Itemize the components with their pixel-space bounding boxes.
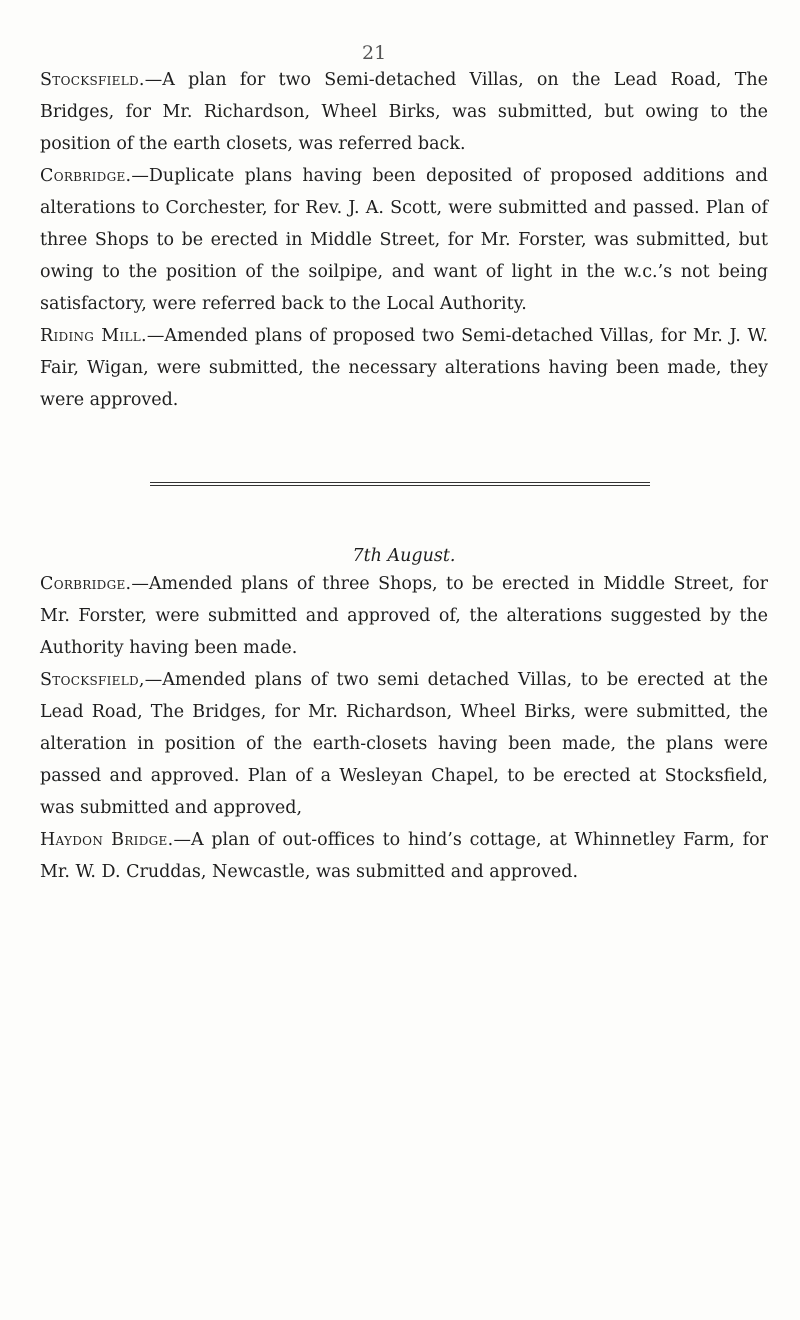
entry-place: Corbridge. — [40, 166, 132, 186]
entry-place: Corbridge. — [40, 574, 132, 594]
date-heading: 7th August. — [352, 546, 456, 566]
entry-place: Stocksfield. — [40, 70, 145, 90]
entry-haydon-bridge — [40, 824, 768, 888]
entry-text: —Amended plans of three Shops, to be erected in Middle Street, for Mr. Forster, were submitted and approved of, the alterations suggested by the Authority having been made. — [40, 574, 768, 658]
entry-corbridge-2 — [40, 568, 768, 664]
entry-text: —Amended plans of two semi detached Villas, to be erected at the Lead Road, The Bridges, for Mr. Richardson, Wheel Birks, were submitted, the alteration in position of the earth-closets having been made, the plans were passed and approved. Plan of a Wesleyan Chapel, to be erected at Stocksfield, was submitted and approved, — [40, 670, 768, 818]
entry-place: Stocksfield, — [40, 670, 145, 690]
entry-text: —A plan for two Semi-detached Villas, on the Lead Road, The Bridges, for Mr. Richardson, Wheel Birks, was submitted, but owing to the position of the earth closets, was referred back. — [40, 70, 768, 154]
entry-text: —Amended plans of proposed two Semi-detached Villas, for Mr. J. W. Fair, Wigan, were submitted, the necessary alterations having been made, they were approved. — [40, 326, 769, 410]
entry-place: Riding Mill. — [40, 326, 147, 346]
section-divider — [150, 482, 650, 486]
entry-text: —Duplicate plans having been deposited of proposed additions and alterations to Corchester, for Rev. J. A. Scott, were submitted and passed. Plan of three Shops to be erected in Middle Street, for Mr. Forster, was submitted, but owing to the position of the soilpipe, and want of light in the w.c.’s not being satisfactory, were referred back to the Local Authority. — [40, 166, 768, 314]
entry-stocksfield-2 — [40, 664, 768, 824]
entry-corbridge-1 — [40, 160, 768, 320]
entry-place: Haydon Bridge. — [40, 830, 174, 850]
page-number: 21 — [362, 42, 387, 64]
entry-stocksfield-1 — [40, 64, 768, 160]
entry-text: —A plan of out-offices to hind’s cottage, at Whinnetley Farm, for Mr. W. D. Cruddas, Newcastle, was submitted and approved. — [40, 830, 768, 882]
document-body — [40, 64, 768, 888]
entry-riding-mill — [40, 320, 768, 416]
